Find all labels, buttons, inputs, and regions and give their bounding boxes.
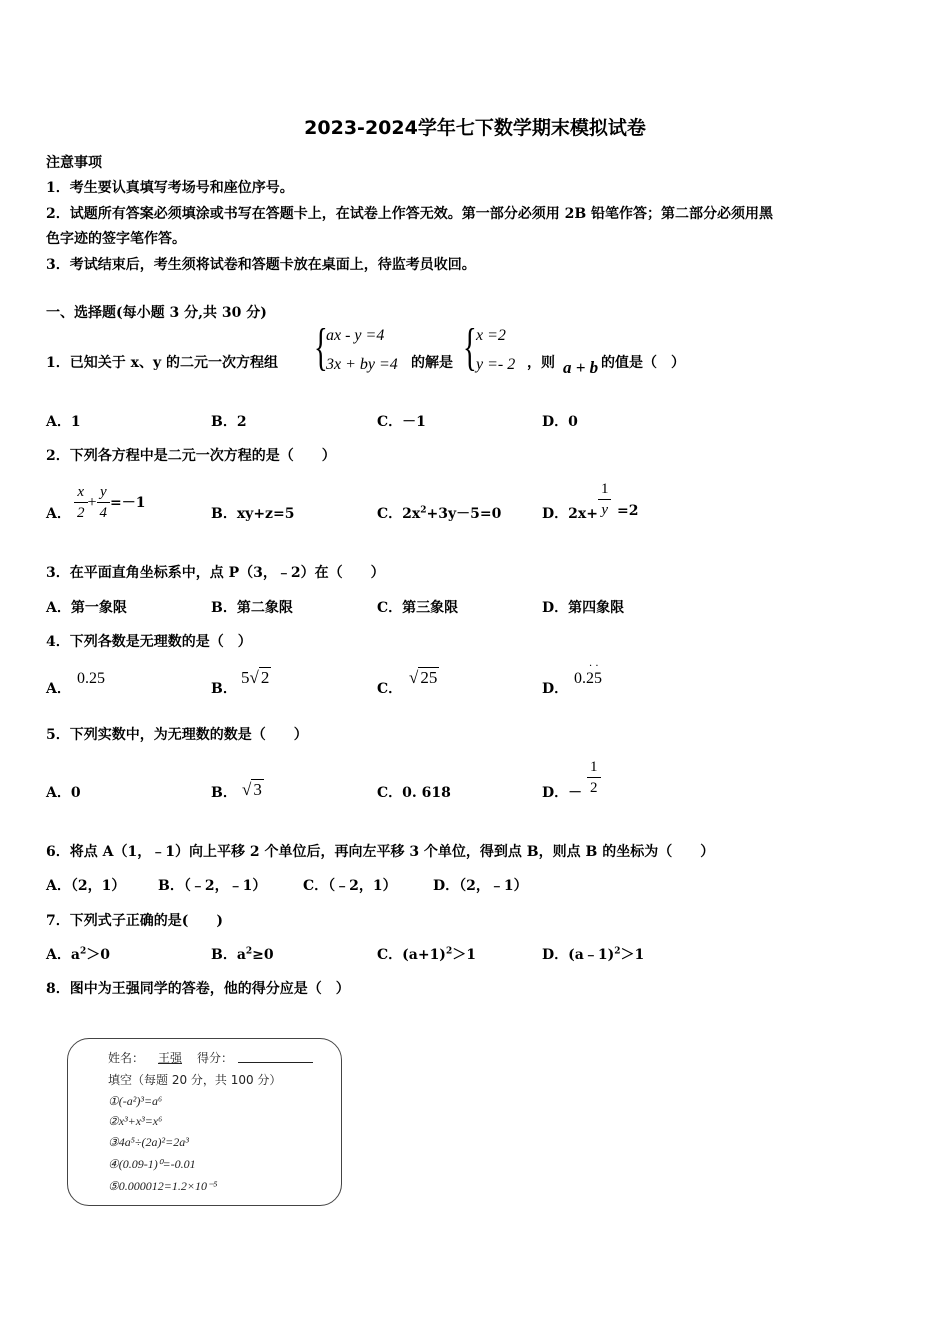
q5-d-denominator: 2 bbox=[587, 777, 601, 798]
q7-a-exponent: 2 bbox=[79, 946, 87, 957]
q3-option-d: D．第四象限 bbox=[542, 600, 625, 616]
notice-item-2-cont: 色字迹的签字笔作答。 bbox=[46, 231, 186, 247]
q2-d-numerator: 1 bbox=[601, 481, 609, 497]
q1-then: ，则 bbox=[527, 355, 555, 371]
q5-d-numerator: 1 bbox=[590, 759, 598, 775]
page-title: 2023-2024学年七下数学期末模拟试卷 bbox=[304, 117, 646, 139]
card-item-5: ⑤0.000012=1.2×10⁻⁵ bbox=[108, 1179, 218, 1193]
q4-option-d-label: D． bbox=[542, 681, 569, 697]
q5-stem: 5．下列实数中，为无理数的数是（ ） bbox=[46, 727, 308, 743]
q7-d-exponent: 2 bbox=[614, 946, 621, 957]
q2-a-plus: + bbox=[87, 494, 97, 511]
q1-sol2: y =- 2 bbox=[476, 356, 516, 373]
card-item-4: ④(0.09-1)⁰=-0.01 bbox=[108, 1157, 196, 1171]
q5-option-b-label: B． bbox=[211, 785, 237, 801]
q5-option-a: A．0 bbox=[46, 785, 81, 801]
notice-item-1: 1．考生要认真填写考场号和座位序号。 bbox=[46, 180, 294, 196]
q6-option-c: C．（﹣2，1） bbox=[303, 878, 397, 894]
q4-option-c-label: C． bbox=[377, 681, 403, 697]
q7-option-d bbox=[542, 944, 644, 964]
card-score-label: 得分： bbox=[197, 1051, 234, 1065]
q2-option-a-label: A． bbox=[46, 506, 71, 522]
card-section: 填空（每题 20 分，共 100 分） bbox=[108, 1073, 282, 1087]
q2-a-numerator-2: y bbox=[99, 484, 107, 500]
q5-option-d-label: D．－ bbox=[542, 785, 583, 801]
q6-stem: 6．将点 A（1，﹣1）向上平移 2 个单位后，再向左平移 3 个单位，得到点 B，则点 B 的坐标为（ ） bbox=[46, 844, 715, 860]
q7-d-rest: ＞1 bbox=[620, 947, 645, 963]
q3-option-c: C．第三象限 bbox=[377, 600, 459, 616]
q2-stem: 2．下列各方程中是二元一次方程的是（ ） bbox=[46, 448, 336, 464]
q1-sol1: x =2 bbox=[476, 327, 506, 344]
q2-option-d-label: D．2x+ bbox=[542, 506, 598, 522]
q6-option-b: B．（﹣2，﹣1） bbox=[158, 878, 267, 894]
q8-stem: 8．图中为王强同学的答卷，他的得分应是（ ） bbox=[46, 981, 350, 997]
q3-option-b: B．第二象限 bbox=[211, 600, 293, 616]
q2-c-rest: +3y－5=0 bbox=[426, 506, 502, 522]
q2-a-denominator-2: 4 bbox=[97, 502, 111, 523]
q7-d-base: D．(a﹣1) bbox=[542, 947, 615, 963]
q2-option-d-frac bbox=[598, 479, 612, 520]
q4-stem: 4．下列各数是无理数的是（ ） bbox=[46, 634, 252, 650]
card-item-2: ②x³+x³=x⁶ bbox=[108, 1114, 163, 1128]
q2-c-text: C．2x bbox=[377, 506, 421, 522]
q4-option-b-label: B． bbox=[211, 681, 237, 697]
card-score-blank bbox=[238, 1062, 313, 1063]
q4-option-b-value: 5√ 2 bbox=[241, 668, 270, 687]
q2-option-d-rhs: =2 bbox=[617, 503, 639, 519]
q1-suffix: 的值是（ ） bbox=[601, 355, 685, 371]
q7-option-a bbox=[46, 944, 110, 964]
q2-a-numerator: x bbox=[77, 484, 85, 500]
q7-option-c bbox=[377, 944, 476, 964]
q7-option-b bbox=[211, 944, 274, 964]
q1-solution-brace: { bbox=[463, 319, 477, 376]
q1-mid: 的解是 bbox=[411, 355, 453, 371]
q4-option-d-value: 0.25 bbox=[574, 670, 602, 687]
notice-item-2: 2．试题所有答案必须填涂或书写在答题卡上，在试卷上作答无效。第一部分必须用 2B 铅笔作答；第二部分必须用黑 bbox=[46, 206, 774, 222]
q6-option-d: D．（2，﹣1） bbox=[433, 878, 528, 894]
q7-c-base: C．(a+1) bbox=[377, 947, 446, 963]
q5-option-c: C．0. 618 bbox=[377, 785, 451, 801]
q2-option-a-expr bbox=[74, 482, 146, 523]
q1-eq2: 3x + by =4 bbox=[326, 356, 398, 373]
q7-stem: 7．下列式子正确的是( ) bbox=[46, 913, 223, 929]
q1-option-b: B．2 bbox=[211, 414, 247, 430]
q7-b-exponent: 2 bbox=[245, 946, 253, 957]
q7-a-rest: ＞0 bbox=[86, 947, 110, 963]
q2-a-denominator: 2 bbox=[74, 502, 88, 523]
q2-option-c bbox=[377, 503, 501, 523]
q3-option-a: A．第一象限 bbox=[46, 600, 127, 616]
notice-heading: 注意事项 bbox=[46, 155, 102, 171]
q1-prefix: 1．已知关于 x、y 的二元一次方程组 bbox=[46, 355, 278, 371]
q4-c-radicand: 25 bbox=[420, 668, 438, 687]
q1-expr: a + b bbox=[563, 358, 599, 377]
card-item-3: ③4a⁵÷(2a)²=2a³ bbox=[108, 1135, 189, 1149]
notice-item-3: 3．考试结束后，考生须将试卷和答题卡放在桌面上，待监考员收回。 bbox=[46, 257, 476, 273]
q4-b-radicand: 2 bbox=[260, 668, 270, 687]
q3-stem: 3．在平面直角坐标系中，点 P（3，﹣2）在（ ） bbox=[46, 565, 385, 581]
q1-system-brace: { bbox=[314, 319, 328, 376]
q1-eq1: ax - y =4 bbox=[326, 327, 385, 344]
q2-a-rhs: =－1 bbox=[110, 495, 146, 511]
q7-b-rest: ≥0 bbox=[252, 947, 274, 963]
card-name-label: 姓名： bbox=[108, 1051, 145, 1065]
q7-c-exponent: 2 bbox=[445, 946, 453, 957]
card-item-1: ①(-a²)³=a⁶ bbox=[108, 1094, 163, 1108]
q2-option-b: B．xy+z=5 bbox=[211, 506, 295, 522]
q6-option-a: A．（2，1） bbox=[46, 878, 126, 894]
q4-option-a-value: 0.25 bbox=[77, 670, 105, 687]
q7-c-rest: ＞1 bbox=[452, 947, 476, 963]
q7-a-base: A．a bbox=[46, 947, 80, 963]
q1-option-d: D．0 bbox=[542, 414, 578, 430]
q7-b-base: B．a bbox=[211, 947, 246, 963]
section-heading: 一、选择题(每小题 3 分,共 30 分) bbox=[46, 305, 267, 321]
q5-option-b-value: √ 3 bbox=[242, 780, 262, 799]
q2-d-denominator: y bbox=[598, 499, 611, 520]
q4-d-repeat-dots: · · bbox=[589, 661, 599, 672]
q4-option-c-value: √ 25 bbox=[409, 668, 438, 687]
q2-c-exponent: 2 bbox=[420, 505, 427, 516]
q4-option-a-label: A． bbox=[46, 681, 71, 697]
card-student-name: 王强 bbox=[158, 1051, 183, 1065]
q5-b-radicand: 3 bbox=[253, 780, 262, 799]
q4-b-coef: 5 bbox=[241, 668, 250, 687]
q5-option-d-frac bbox=[587, 757, 601, 798]
q1-option-c: C．－1 bbox=[377, 414, 426, 430]
q1-option-a: A．1 bbox=[46, 414, 81, 430]
